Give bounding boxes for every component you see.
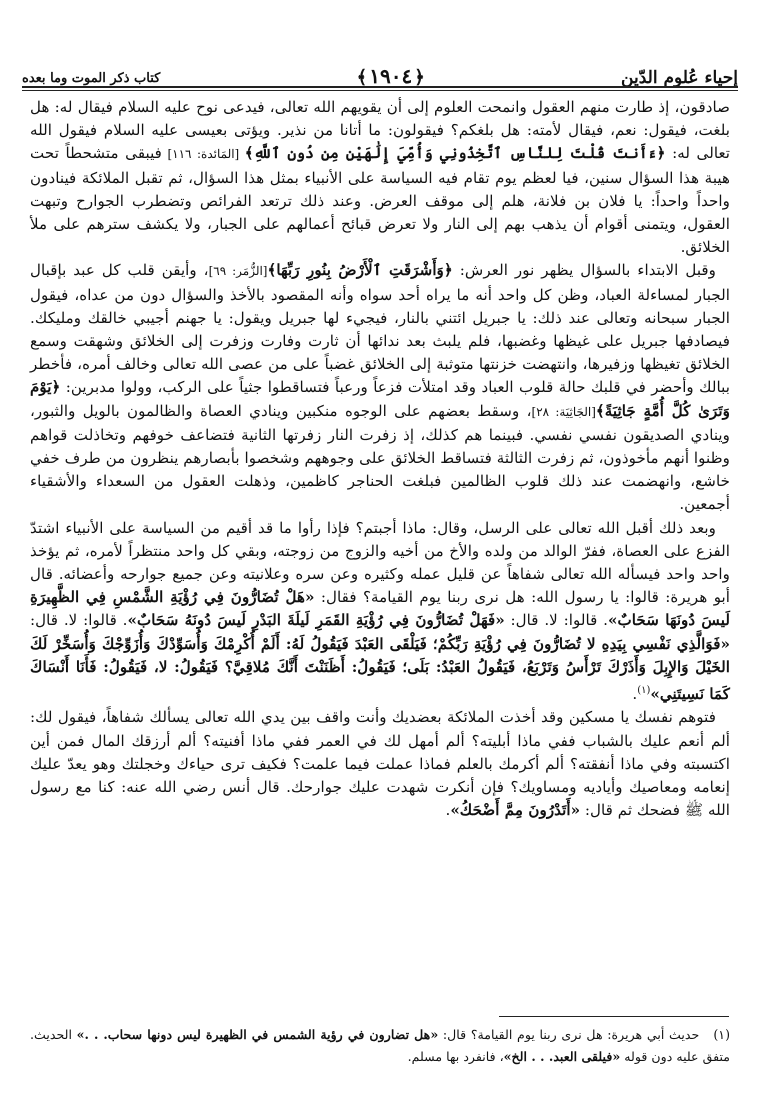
hadith-quote: «أَتَدْرُونَ مِمَّ أَضْحَكُ»: [450, 801, 581, 820]
main-text: [30, 96, 730, 822]
paragraph-4: [30, 706, 730, 822]
ornament-left: ﴾: [356, 67, 368, 88]
paragraph-2: [30, 259, 730, 516]
verse-reference: [المَائدة: ١١٦]: [161, 147, 245, 162]
footnotes: [30, 1024, 730, 1068]
footnote-number: (١): [713, 1027, 730, 1042]
footnote-hadith: «فيلقى العبد. . . الخ»: [503, 1049, 621, 1064]
footnote-text-a: حديث أبي هريرة: هل نرى ربنا يوم القيامة؟ قال:: [438, 1027, 700, 1042]
ornament-right: ﴿: [414, 67, 425, 88]
p2-text-b: ، وأيقن قلب كل عبد بإقبال الجبار لمساءلة العباد، وظن كل واحد أنه ما يراه أحد سواه وأنه المقصود بالأخذ والسؤال دون من عداه، فيقول الجبار سبحانه وتعالى عند ذلك: يا جبريل ائتني بالنار، فيجيء لها جبريل ويقول: يا جهنم أجيبي خالقك ومليكك. فيصادفها جبريل على غيظها وغضبها، فلم يلبث بعد ندائها أن ثارت وفارت وزفرت إلى الخلائق وشهقت وسمع الخلائق تغيظها وزفيرها، وانتهضت خزنتها متوثبة إلى الخلائق غضباً على من عصى الله تعالى وخالف أمره، فأخطر ببالك وأحضر في قلبك حالة قلوب العباد وقد امتلأت فزعاً ورعباً فتساقطوا جثياً على الركب، وولوا مدبرين:: [30, 261, 730, 397]
paragraph-3: [30, 517, 730, 707]
p2-text-a: وقبل الابتداء بالسؤال يظهر نور العرش:: [452, 261, 717, 280]
header-rule-thin: [22, 90, 738, 91]
footnote-hadith: «هل تضارون في رؤية الشمس في الظهيرة ليس دونها سحاب. . .»: [76, 1027, 439, 1042]
p3-text-b: . قالوا: لا. قال:: [504, 611, 608, 630]
header-rule: [22, 86, 738, 88]
footnote-rule: [499, 1016, 729, 1017]
quran-verse: ﴿يَوْمَ وَتَرَىٰ كُلَّ أُمَّةٍ جَاثِيَةً﴾: [30, 378, 730, 420]
p3-text-d: .: [632, 685, 638, 704]
footnote-text-b: الحديث. متفق عليه دون قوله: [30, 1027, 730, 1064]
quran-verse: ﴿ءَأَنتَ قُلْتَ لِلنَّاسِ ٱتَّخِذُونِي وَأُمِّيَ إِلَٰهَيْنِ مِن دُونِ ٱللَّهِ﴾: [244, 144, 666, 163]
p4-text-b: .: [445, 801, 451, 820]
footnote-marker[interactable]: (١): [637, 685, 651, 697]
page-number: [355, 66, 427, 88]
verse-reference: [الجَاثِيَة: ٢٨]: [531, 404, 596, 419]
p2-text-c: ، وسقط بعضهم على الوجوه منكبين وينادي العصاة والظالمون بالويل والثبور، وينادي الصديقون نفسي نفسي. فبينما هم كذلك، إذ زفرت النار زفرتها الثانية فتضاعف خوفهم وتخاذلت قواهم وظنوا أنهم مأخوذون، ثم زفرت الثالثة فتساقط الخلائق على وجوههم وشخصوا بأبصارهم ينظرون من طرف خفي خاشع، وانهضمت عند ذلك قلوب الظالمين فبلغت الحناجر كاظمين، وذهلت العقول من السعداء والأشقياء أجمعين.: [30, 401, 730, 514]
hadith-quote: «فَهَلْ تُضَارُّونَ فِي رُؤْيَةِ القَمَرِ لَيلَةَ البَدْرِ لَيسَ دُونَهُ سَحَابٌ»: [127, 611, 505, 630]
quran-verse: ﴿وَأَشْرَقَتِ ٱلْأَرْضُ بِنُورِ رَبِّهَا﴾: [267, 261, 453, 280]
page-number-text: ١٩٠٤: [369, 64, 413, 88]
chapter-title: كتاب ذكر الموت وما بعده: [22, 71, 161, 86]
hadith-quote: «فَوَالَّذِي نَفْسِي بِيَدِهِ لا تُضَارُّونَ فِي رُؤْيَةِ رَبِّكُمْ؛ فَيَلْقَى العَبْدَ فَيَقُولُ لَهُ: أَلَمْ أُكْرِمْكَ وَأُسَوِّدْكَ وَأُزَوِّجْكَ وَأُسَخِّرْ لَكَ الخَيْلَ وَالإِبِلَ وَأَذَرْكَ تَرْأَسُ وَتَرْبَعُ، فَيَقُولُ العَبْدُ: بَلَى؛ فَيَقُولُ: أَظَنَنْتَ أَنَّكَ مُلاقِيَّ؟ فَيَقُولُ: لا، فَيَقُولُ: فَأَنَا أَنْسَاكَ كَمَا نَسِيتَنِي»: [30, 634, 730, 704]
paragraph-1: [30, 96, 730, 259]
p3-text-c: . قالوا: لا. قال:: [30, 611, 128, 630]
footnote-1: [30, 1024, 730, 1068]
footnote-text-c: ، فانفرد بها مسلم.: [407, 1049, 504, 1064]
p1-text-b: فيبقى متشحطاً تحت هيبة هذا السؤال سنين، فيا لعظم يوم تقام فيه السياسة على الأنبياء بمثل هذا السؤال، ثم تقبل الملائكة فينادون واحداً واحداً: يا فلان بن فلانة، هلم إلى موقف العرض. وعند ذلك ترتعد الفرائص وتضطرب الجوارح وتبهت العقول، ويتمنى أقوام أن يذهب بهم إلى النار ولا تعرض قبائح أعمالهم على الجبار، ولا يكشف سترهم على ملأ الخلائق.: [30, 144, 730, 257]
running-header: [22, 52, 738, 88]
p3-text-a: وبعد ذلك أقبل الله تعالى على الرسل، وقال: ماذا أجبتم؟ فإذا رأوا ما قد أقيم من السياسة على الأنبياء اشتدّ الفزع على العصاة، ففرّ الوالد من ولده والأخ من أخيه والزوج من زوجته، وبقي كل واحد منتظراً لأمره، ثم يؤخذ واحد واحد فيسأله الله تعالى شفاهاً عن قليل عمله وكثيره وعن سره وعلانيته وعن جميع جوارحه وأعضائه. قال أبو هريرة: قالوا: يا رسول الله: هل نرى ربنا يوم القيامة؟ فقال:: [30, 518, 730, 607]
book-title: إحياء عُلوم الدّين: [621, 68, 738, 88]
p4-text-a: فتوهم نفسك يا مسكين وقد أخذت الملائكة بعضديك وأنت واقف بين يدي الله تعالى يسألك شفاهاً، فيقول لك: ألم أنعم عليك بالشباب ففي ماذا أبليته؟ ألم أمهل لك في العمر ففي ماذا أفنيته؟ ألم أرزقك المال فمن أين اكتسبته وفي ماذا أنفقته؟ ألم أكرمك بالعلم فماذا عملت فيما علمت؟ فكيف ترى حياءك وخجلتك وهو يعدّ عليك إنعامه ومعاصيك وأياديه ومساويك؟ فإن أنكرت شهدت عليك جوارحك. قال أنس رضي الله عنه: كنا مع رسول الله ﷺ فضحك ثم قال:: [30, 708, 730, 820]
verse-reference: [الزُّمَر: ٦٩]: [208, 264, 268, 279]
hadith-quote: «هَلْ تُضَارُّونَ فِي رُؤْيَةِ الشَّمْسِ فِي الظَّهِيرَةِ لَيسَ دُونَهَا سَحَابٌ»: [30, 588, 730, 630]
p1-text-a: صادقون، إذ طارت منهم العقول وانمحت العلوم إلى أن يقويهم الله تعالى، فيدعى نوح عليه السلام فيقال له: هل بلغت، فيقول: نعم، فيقال لأمته: هل بلغكم؟ فيقولون: ما أتانا من نذير. ويؤتى بعيسى عليه السلام فيقول الله تعالى له:: [30, 98, 730, 163]
